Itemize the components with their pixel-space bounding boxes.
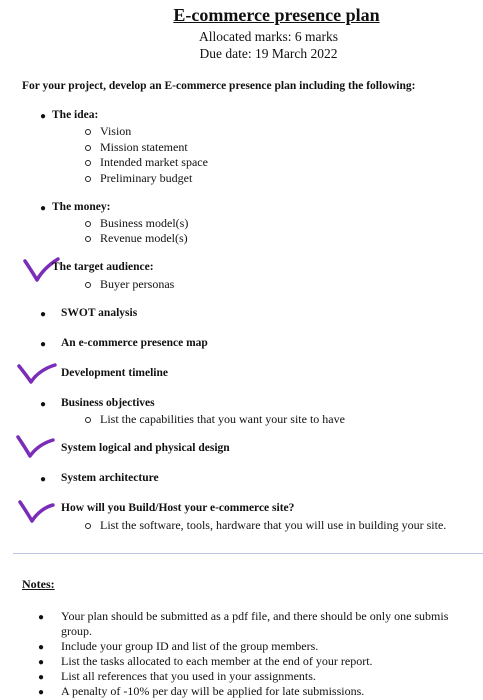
money-item: Revenue model(s)	[100, 231, 188, 245]
section-divider	[13, 553, 483, 554]
section-build-label: How will you Build/Host your e-commerce site?	[61, 502, 295, 514]
due-date: Due date: 19 March 2022	[199, 46, 338, 61]
bullet-icon: ●	[40, 203, 47, 214]
section-design-label: System logical and physical design	[61, 442, 230, 454]
bullet-icon: ●	[40, 474, 47, 485]
section-swot-label: SWOT analysis	[61, 307, 138, 319]
bullet-icon: ●	[40, 399, 47, 410]
page-title: E-commerce presence plan	[173, 5, 380, 25]
bullet-icon: ●	[40, 309, 47, 320]
note-item: List the tasks allocated to each member at the end of your report.	[61, 654, 373, 668]
note-item: List all references that you used in your assignments.	[61, 669, 316, 683]
note-item: A penalty of -10% per day will be applied for late submissions.	[61, 684, 365, 698]
idea-item: Mission statement	[100, 140, 188, 154]
build-item: List the software, tools, hardware that you will use in building your site.	[100, 518, 447, 532]
allocated-marks: Allocated marks: 6 marks	[198, 29, 339, 44]
bullet-icon: ●	[38, 612, 45, 623]
idea-item: Vision	[100, 124, 132, 138]
section-timeline-label: Development timeline	[61, 367, 168, 379]
checkmark-icon	[15, 360, 57, 386]
circle-bullet-icon	[85, 160, 91, 166]
note-item: Your plan should be submitted as a pdf file, and there should be only one submis	[61, 609, 449, 623]
section-money-label: The money:	[52, 201, 111, 213]
intro-text: For your project, develop an E-commerce presence plan including the following:	[22, 80, 416, 92]
circle-bullet-icon	[85, 221, 91, 227]
audience-item: Buyer personas	[100, 277, 175, 291]
bullet-icon: ●	[38, 657, 45, 668]
objectives-item: List the capabilities that you want your site to have	[100, 412, 345, 426]
circle-bullet-icon	[85, 145, 91, 151]
section-objectives-label: Business objectives	[61, 397, 155, 409]
circle-bullet-icon	[85, 523, 91, 529]
checkmark-icon	[15, 497, 55, 525]
bullet-icon: ●	[38, 642, 45, 653]
section-audience-label: The target audience:	[52, 261, 154, 273]
idea-item: Preliminary budget	[100, 171, 193, 185]
note-item-continued: group.	[61, 624, 92, 638]
section-map-label: An e-commerce presence map	[61, 337, 208, 349]
section-idea-label: The idea:	[52, 109, 99, 121]
idea-item: Intended market space	[100, 155, 208, 169]
section-architecture-label: System architecture	[61, 472, 159, 484]
note-item: Include your group ID and list of the group members.	[61, 639, 319, 653]
money-item: Business model(s)	[100, 216, 189, 230]
bullet-icon: ●	[38, 672, 45, 683]
checkmark-icon	[13, 432, 55, 460]
bullet-icon: ●	[40, 111, 47, 122]
circle-bullet-icon	[85, 176, 91, 182]
circle-bullet-icon	[85, 417, 91, 423]
circle-bullet-icon	[85, 129, 91, 135]
circle-bullet-icon	[85, 282, 91, 288]
bullet-icon: ●	[38, 687, 45, 698]
circle-bullet-icon	[85, 236, 91, 242]
bullet-icon: ●	[40, 339, 47, 350]
notes-title: Notes:	[22, 577, 55, 591]
